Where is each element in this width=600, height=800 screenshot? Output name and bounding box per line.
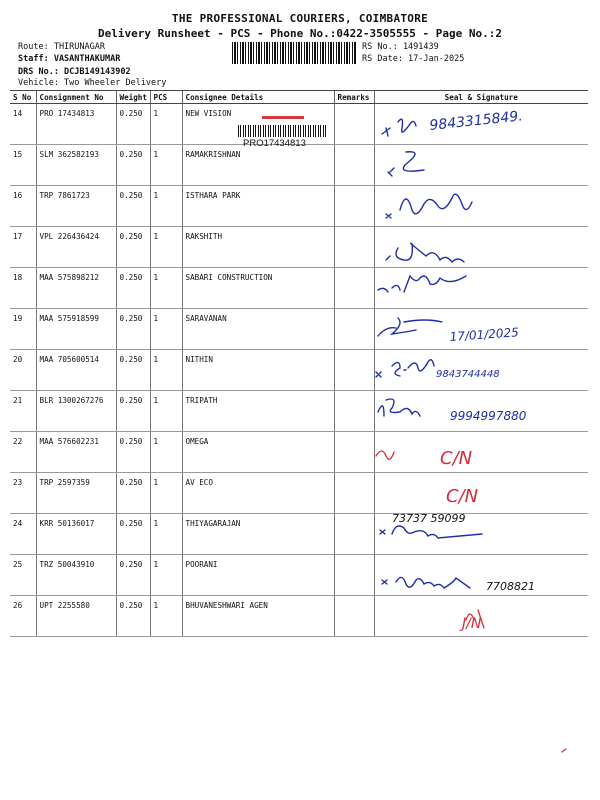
table-row — [10, 186, 588, 227]
table-row — [10, 514, 588, 555]
table-row — [10, 391, 588, 432]
runsheet-barcode — [232, 42, 356, 64]
barcode-label: PRO17434813 — [243, 138, 306, 149]
cell-pcs: 1 — [150, 268, 182, 309]
cell-consignment: MAA 576602231 — [36, 432, 116, 473]
table-row — [10, 145, 588, 186]
cell-consignee: SABARI CONSTRUCTION — [182, 268, 334, 309]
cell-consignee: TRIPATH — [182, 391, 334, 432]
cell-pcs: 1 — [150, 596, 182, 637]
cell-signature — [374, 268, 588, 309]
cell-consignee: OMEGA — [182, 432, 334, 473]
table-header-row — [10, 91, 588, 104]
handwritten-phone-2: 9843744448 — [436, 369, 500, 380]
cell-pcs: 1 — [150, 104, 182, 145]
cell-remarks — [334, 268, 374, 309]
cell-consignee: AV ECO — [182, 473, 334, 514]
cell-consignee: RAKSHITH — [182, 227, 334, 268]
cell-remarks — [334, 309, 374, 350]
col-remarks: Remarks — [334, 91, 374, 104]
cell-consignee: POORANI — [182, 555, 334, 596]
cell-remarks — [334, 473, 374, 514]
cell-weight: 0.250 — [116, 145, 150, 186]
cell-pcs: 1 — [150, 350, 182, 391]
cell-signature — [374, 309, 588, 350]
handwritten-cn-2: C/N — [446, 486, 479, 507]
cell-pcs: 1 — [150, 514, 182, 555]
cell-sno: 16 — [10, 186, 36, 227]
cell-consignment: TRZ 50043910 — [36, 555, 116, 596]
cell-sno: 25 — [10, 555, 36, 596]
cell-signature — [374, 145, 588, 186]
cell-pcs: 1 — [150, 391, 182, 432]
cell-signature — [374, 391, 588, 432]
runsheet-table — [10, 90, 588, 637]
cell-sno: 18 — [10, 268, 36, 309]
cell-weight: 0.250 — [116, 432, 150, 473]
handwritten-phone-1: 9843315849. — [428, 108, 524, 134]
col-consignment-no: Consignment No — [36, 91, 116, 104]
table-row — [10, 432, 588, 473]
cell-signature — [374, 596, 588, 637]
cell-consignment: TRP 2597359 — [36, 473, 116, 514]
cell-signature — [374, 104, 588, 145]
cell-remarks — [334, 227, 374, 268]
red-dot-bottom — [562, 749, 566, 752]
company-title: THE PROFESSIONAL COURIERS, COIMBATORE — [171, 12, 429, 25]
consignment-barcode — [238, 125, 326, 137]
cell-weight: 0.250 — [116, 227, 150, 268]
cell-signature — [374, 350, 588, 391]
cell-consignment: KRR 50136017 — [36, 514, 116, 555]
cell-signature — [374, 227, 588, 268]
cell-sno: 17 — [10, 227, 36, 268]
cell-remarks — [334, 145, 374, 186]
table-row — [10, 596, 588, 637]
col-weight: Weight — [116, 91, 150, 104]
cell-sno: 26 — [10, 596, 36, 637]
cell-weight: 0.250 — [116, 596, 150, 637]
route-label: Route: THIRUNAGAR — [18, 42, 105, 52]
cell-sno: 24 — [10, 514, 36, 555]
cell-pcs: 1 — [150, 186, 182, 227]
cell-signature — [374, 555, 588, 596]
cell-remarks — [334, 514, 374, 555]
cell-weight: 0.250 — [116, 309, 150, 350]
cell-weight: 0.250 — [116, 391, 150, 432]
cell-sno: 22 — [10, 432, 36, 473]
cell-sno: 21 — [10, 391, 36, 432]
cell-sno: 20 — [10, 350, 36, 391]
cell-signature — [374, 186, 588, 227]
cell-weight: 0.250 — [116, 555, 150, 596]
cell-remarks — [334, 432, 374, 473]
cell-consignment: UPT 2255580 — [36, 596, 116, 637]
drs-label: DRS No.: DCJB149143902 — [18, 67, 131, 77]
col-sno: S No — [10, 91, 36, 104]
vehicle-label: Vehicle: Two Wheeler Delivery — [18, 78, 167, 88]
cell-consignee: RAMAKRISHNAN — [182, 145, 334, 186]
col-seal-signature: Seal & Signature — [374, 91, 588, 104]
cell-signature — [374, 473, 588, 514]
cell-consignment: VPL 226436424 — [36, 227, 116, 268]
cell-weight: 0.250 — [116, 104, 150, 145]
rs-no-label: RS No.: 1491439 — [362, 42, 439, 52]
cell-consignment: PRO 17434813 — [36, 104, 116, 145]
red-stamp-mark — [262, 116, 304, 119]
cell-remarks — [334, 596, 374, 637]
cell-weight: 0.250 — [116, 186, 150, 227]
handwritten-phone-3: 9994997880 — [450, 409, 527, 423]
cell-weight: 0.250 — [116, 268, 150, 309]
cell-remarks — [334, 391, 374, 432]
cell-sno: 15 — [10, 145, 36, 186]
cell-sno: 23 — [10, 473, 36, 514]
handwritten-cn-1: C/N — [440, 448, 473, 469]
handwritten-phone-5: 7708821 — [486, 580, 535, 593]
col-pcs: PCS — [150, 91, 182, 104]
cell-pcs: 1 — [150, 555, 182, 596]
cell-consignment: MAA 575918599 — [36, 309, 116, 350]
handwritten-phone-4: 73737 59099 — [392, 512, 466, 525]
cell-sno: 19 — [10, 309, 36, 350]
cell-consignee: SARAVANAN — [182, 309, 334, 350]
cell-sno: 14 — [10, 104, 36, 145]
handwritten-jn: J/N — [462, 616, 482, 632]
cell-consignment: BLR 1300267276 — [36, 391, 116, 432]
cell-signature — [374, 432, 588, 473]
cell-pcs: 1 — [150, 432, 182, 473]
cell-consignment: SLM 362582193 — [36, 145, 116, 186]
cell-pcs: 1 — [150, 473, 182, 514]
table-row — [10, 227, 588, 268]
rs-date-label: RS Date: 17-Jan-2025 — [362, 54, 465, 64]
cell-weight: 0.250 — [116, 473, 150, 514]
cell-consignee: THIYAGARAJAN — [182, 514, 334, 555]
cell-consignment: MAA 575898212 — [36, 268, 116, 309]
table-row — [10, 555, 588, 596]
cell-pcs: 1 — [150, 145, 182, 186]
cell-weight: 0.250 — [116, 514, 150, 555]
cell-consignee: BHUVANESHWARI AGEN — [182, 596, 334, 637]
cell-consignee: NEW VISION — [182, 104, 334, 145]
cell-pcs: 1 — [150, 227, 182, 268]
staff-label: Staff: VASANTHAKUMAR — [18, 54, 121, 64]
cell-remarks — [334, 186, 374, 227]
cell-weight: 0.250 — [116, 350, 150, 391]
cell-consignee: ISTHARA PARK — [182, 186, 334, 227]
table-row — [10, 309, 588, 350]
cell-remarks — [334, 104, 374, 145]
cell-signature — [374, 514, 588, 555]
runsheet-subtitle: Delivery Runsheet - PCS - Phone No.:0422-3505555 - Page No.:2 — [98, 27, 502, 40]
table-row — [10, 350, 588, 391]
handwritten-date: 17/01/2025 — [449, 325, 520, 344]
cell-consignee: NITHIN — [182, 350, 334, 391]
cell-pcs: 1 — [150, 309, 182, 350]
cell-consignment: MAA 705600514 — [36, 350, 116, 391]
table-row — [10, 473, 588, 514]
table-row — [10, 268, 588, 309]
cell-remarks — [334, 350, 374, 391]
cell-remarks — [334, 555, 374, 596]
cell-consignment: TRP 7861723 — [36, 186, 116, 227]
col-consignee-details: Consignee Details — [182, 91, 334, 104]
